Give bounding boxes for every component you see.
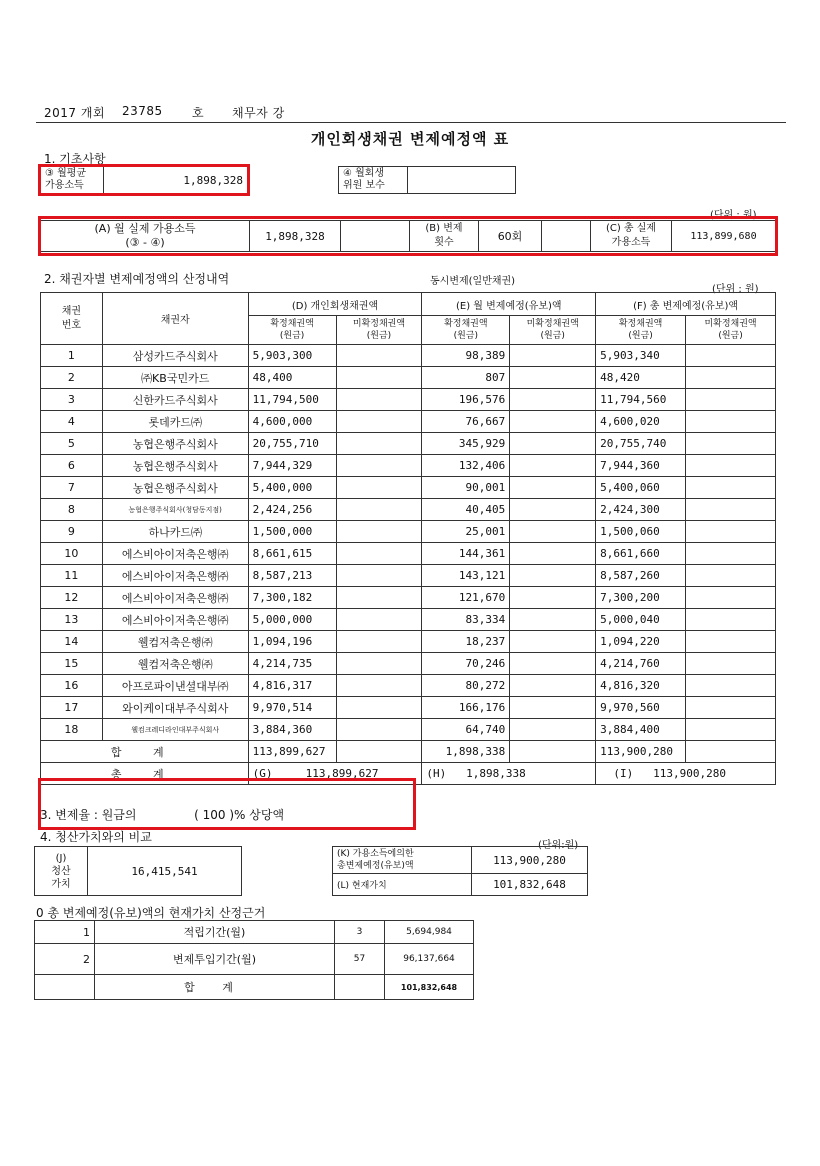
table-row (41, 609, 776, 631)
creditor-name: 롯데카드㈜ (102, 411, 248, 433)
creditor-name: 하나카드㈜ (102, 521, 248, 543)
total-payment: 4,600,020 (596, 411, 686, 433)
row-number: 18 (41, 719, 103, 741)
table-row (41, 587, 776, 609)
present-value-table (332, 846, 588, 896)
case-number: 23785 (122, 104, 163, 118)
pv-total-blank (35, 975, 95, 1000)
avg-income-value: 1,898,328 (104, 167, 248, 194)
l-label: (L) 현재가치 (333, 874, 472, 896)
table-row (41, 499, 776, 521)
row-number: 11 (41, 565, 103, 587)
col-header-e-unconfirmed: 미확정채권액 (원금) (510, 316, 596, 345)
monthly-unconfirmed (510, 719, 596, 741)
creditor-name: ㈜KB국민카드 (102, 367, 248, 389)
row-number: 13 (41, 609, 103, 631)
section4-unit: (단위:원) (538, 840, 579, 851)
total-payment: 1,094,220 (596, 631, 686, 653)
total-unconfirmed (686, 565, 776, 587)
total-unconfirmed (686, 433, 776, 455)
section1-title: 1. 기초사항 (44, 152, 106, 166)
monthly-payment: 143,121 (422, 565, 510, 587)
confirmed-claim: 5,903,300 (248, 345, 336, 367)
table-row (41, 565, 776, 587)
creditor-name: 농협은행주식회사 (102, 455, 248, 477)
unconfirmed-claim (336, 345, 422, 367)
monthly-payment: 70,246 (422, 653, 510, 675)
monthly-payment: 132,406 (422, 455, 510, 477)
total-unconfirmed (686, 499, 776, 521)
summary-a-value: 1,898,328 (250, 221, 341, 252)
table-row (41, 345, 776, 367)
unconfirmed-claim (336, 697, 422, 719)
total-unconfirmed (686, 477, 776, 499)
k-value: 113,900,280 (472, 847, 588, 874)
creditor-name: 웰컴저축은행㈜ (102, 631, 248, 653)
confirmed-claim: 4,214,735 (248, 653, 336, 675)
total-payment: 7,944,360 (596, 455, 686, 477)
pv-row-2-no: 2 (35, 944, 95, 975)
monthly-unconfirmed (510, 565, 596, 587)
total-payment: 4,214,760 (596, 653, 686, 675)
row-number: 6 (41, 455, 103, 477)
confirmed-claim: 48,400 (248, 367, 336, 389)
confirmed-claim: 1,094,196 (248, 631, 336, 653)
section5-title: 0 총 변제예정(유보)액의 현재가치 산정근거 (36, 906, 266, 920)
summary-b-value: 60회 (479, 221, 542, 252)
monthly-unconfirmed (510, 587, 596, 609)
col-header-f-unconfirmed: 미확정채권액 (원금) (686, 316, 776, 345)
subtotal-label: 합 계 (41, 741, 249, 763)
row-number: 5 (41, 433, 103, 455)
unconfirmed-claim (336, 587, 422, 609)
pv-total-value: 101,832,648 (385, 975, 474, 1000)
confirmed-claim: 8,587,213 (248, 565, 336, 587)
total-payment: 9,970,560 (596, 697, 686, 719)
confirmed-claim: 20,755,710 (248, 433, 336, 455)
total-i: (I) 113,900,280 (596, 763, 776, 785)
total-unconfirmed (686, 653, 776, 675)
row-number: 3 (41, 389, 103, 411)
monthly-unconfirmed (510, 345, 596, 367)
total-unconfirmed (686, 455, 776, 477)
total-unconfirmed (686, 543, 776, 565)
monthly-payment: 25,001 (422, 521, 510, 543)
row-number: 4 (41, 411, 103, 433)
confirmed-claim: 7,300,182 (248, 587, 336, 609)
creditor-name: 농협은행주식회사 (102, 477, 248, 499)
total-payment: 1,500,060 (596, 521, 686, 543)
monthly-payment: 80,272 (422, 675, 510, 697)
trustee-fee-value (408, 167, 516, 194)
unit-label-1: (단위 : 원) (710, 210, 757, 221)
monthly-unconfirmed (510, 389, 596, 411)
total-payment: 5,000,040 (596, 609, 686, 631)
pv-row-1-label: 적립기간(월) (95, 921, 335, 944)
pv-row-1-months: 3 (335, 921, 385, 944)
creditor-name: 신한카드주식회사 (102, 389, 248, 411)
liquidation-table (34, 846, 242, 896)
confirmed-claim: 5,400,000 (248, 477, 336, 499)
total-unconfirmed (686, 367, 776, 389)
total-g: (G) 113,899,627 (248, 763, 422, 785)
section2-title: 2. 채권자별 변제예정액의 산정내역 (44, 272, 230, 286)
pv-row-1-value: 5,694,984 (385, 921, 474, 944)
total-unconfirmed (686, 697, 776, 719)
col-header-no: 채권 번호 (41, 293, 103, 345)
total-unconfirmed (686, 675, 776, 697)
table-row (41, 521, 776, 543)
table-row (41, 433, 776, 455)
unconfirmed-claim (336, 389, 422, 411)
unconfirmed-claim (336, 477, 422, 499)
liquidation-value: 16,415,541 (88, 847, 242, 896)
monthly-unconfirmed (510, 521, 596, 543)
case-ho: 호 (192, 106, 205, 120)
unconfirmed-claim (336, 411, 422, 433)
table-row (41, 367, 776, 389)
col-header-d-unconfirmed: 미확정채권액 (원금) (336, 316, 422, 345)
header-rule (36, 122, 786, 123)
pv-basis-table (34, 920, 474, 1000)
case-year: 2017 개회 (44, 106, 106, 120)
total-unconfirmed (686, 345, 776, 367)
col-header-d: (D) 개인회생채권액 (248, 293, 422, 316)
total-payment: 3,884,400 (596, 719, 686, 741)
unconfirmed-claim (336, 543, 422, 565)
unconfirmed-claim (336, 499, 422, 521)
total-payment: 2,424,300 (596, 499, 686, 521)
row-number: 16 (41, 675, 103, 697)
monthly-payment: 90,001 (422, 477, 510, 499)
col-header-d-confirmed: 확정채권액 (원금) (248, 316, 336, 345)
table-row (41, 675, 776, 697)
creditor-table (40, 292, 776, 785)
section4-title: 4. 청산가치와의 비교 (40, 830, 152, 844)
total-unconfirmed (686, 389, 776, 411)
confirmed-claim: 4,600,000 (248, 411, 336, 433)
highlight-box-total (38, 778, 416, 830)
pv-total-blank-2 (335, 975, 385, 1000)
confirmed-claim: 3,884,360 (248, 719, 336, 741)
highlight-box-summary (38, 216, 778, 256)
monthly-payment: 18,237 (422, 631, 510, 653)
monthly-payment: 40,405 (422, 499, 510, 521)
row-number: 8 (41, 499, 103, 521)
summary-c-label: (C) 총 실제 가용소득 (591, 221, 672, 252)
monthly-payment: 76,667 (422, 411, 510, 433)
unit-label-2: (단위 : 원) (712, 284, 759, 295)
creditor-name: 에스비아이저축은행㈜ (102, 565, 248, 587)
table-row (41, 389, 776, 411)
pv-row-2-months: 57 (335, 944, 385, 975)
subtotal-f-unconfirmed (686, 741, 776, 763)
monthly-payment: 807 (422, 367, 510, 389)
l-value: 101,832,648 (472, 874, 588, 896)
total-payment: 11,794,560 (596, 389, 686, 411)
debtor-name: 채무자 강 (232, 106, 285, 120)
monthly-unconfirmed (510, 499, 596, 521)
summary-c-value: 113,899,680 (672, 221, 776, 252)
monthly-payment: 166,176 (422, 697, 510, 719)
creditor-name: 에스비아이저축은행㈜ (102, 543, 248, 565)
unconfirmed-claim (336, 521, 422, 543)
unconfirmed-claim (336, 653, 422, 675)
confirmed-claim: 9,970,514 (248, 697, 336, 719)
highlight-box-avg-income (38, 164, 250, 196)
row-number: 9 (41, 521, 103, 543)
table-row (41, 455, 776, 477)
monthly-payment: 98,389 (422, 345, 510, 367)
summary-b-label: (B) 변제 횟수 (410, 221, 479, 252)
creditor-name: 에스비아이저축은행㈜ (102, 587, 248, 609)
monthly-unconfirmed (510, 543, 596, 565)
k-label: (K) 가용소득에의한 총변제예정(유보)액 (333, 847, 472, 874)
table-row (41, 719, 776, 741)
total-payment: 8,661,660 (596, 543, 686, 565)
section3-rate: 3. 변제율 : 원금의 ( 100 )% 상당액 (40, 808, 285, 822)
creditor-name: 에스비아이저축은행㈜ (102, 609, 248, 631)
monthly-payment: 196,576 (422, 389, 510, 411)
creditor-name: 농협은행주식회사(청담동지점) (102, 499, 248, 521)
row-number: 12 (41, 587, 103, 609)
col-header-f: (F) 총 변제예정(유보)액 (596, 293, 776, 316)
row-number: 14 (41, 631, 103, 653)
unconfirmed-claim (336, 631, 422, 653)
monthly-unconfirmed (510, 675, 596, 697)
col-header-f-confirmed: 확정채권액 (원금) (596, 316, 686, 345)
col-header-creditor: 채권자 (102, 293, 248, 345)
avg-income-label: ③ 월평균 가용소득 (41, 167, 104, 194)
table-row (41, 411, 776, 433)
monthly-payment: 144,361 (422, 543, 510, 565)
confirmed-claim: 7,944,329 (248, 455, 336, 477)
subtotal-d-unconfirmed (336, 741, 422, 763)
total-payment: 5,400,060 (596, 477, 686, 499)
unconfirmed-claim (336, 367, 422, 389)
monthly-payment: 345,929 (422, 433, 510, 455)
monthly-unconfirmed (510, 631, 596, 653)
total-payment: 4,816,320 (596, 675, 686, 697)
table-row (41, 543, 776, 565)
unconfirmed-claim (336, 719, 422, 741)
total-label: 총 계 (41, 763, 249, 785)
summary-a-label: (A) 월 실제 가용소득 (③ - ④) (41, 221, 250, 252)
total-payment: 5,903,340 (596, 345, 686, 367)
total-unconfirmed (686, 411, 776, 433)
liquidation-label: (J) 청산 가치 (35, 847, 88, 896)
creditor-name: 웰컴크레디라인대부주식회사 (102, 719, 248, 741)
monthly-unconfirmed (510, 697, 596, 719)
total-payment: 48,420 (596, 367, 686, 389)
table-row (41, 653, 776, 675)
row-number: 2 (41, 367, 103, 389)
confirmed-claim: 1,500,000 (248, 521, 336, 543)
unconfirmed-claim (336, 609, 422, 631)
total-payment: 8,587,260 (596, 565, 686, 587)
total-payment: 20,755,740 (596, 433, 686, 455)
total-unconfirmed (686, 609, 776, 631)
monthly-unconfirmed (510, 653, 596, 675)
row-number: 10 (41, 543, 103, 565)
unconfirmed-claim (336, 565, 422, 587)
monthly-payment: 121,670 (422, 587, 510, 609)
monthly-unconfirmed (510, 367, 596, 389)
confirmed-claim: 2,424,256 (248, 499, 336, 521)
monthly-unconfirmed (510, 433, 596, 455)
col-header-e: (E) 월 변제예정(유보)액 (422, 293, 596, 316)
unconfirmed-claim (336, 433, 422, 455)
creditor-name: 삼성카드주식회사 (102, 345, 248, 367)
page-title: 개인회생채권 변제예정액 표 (310, 130, 510, 148)
monthly-payment: 64,740 (422, 719, 510, 741)
row-number: 15 (41, 653, 103, 675)
row-number: 1 (41, 345, 103, 367)
subtotal-f: 113,900,280 (596, 741, 686, 763)
row-number: 7 (41, 477, 103, 499)
section2-subtitle: 동시변제(일반채권) (430, 276, 516, 287)
pv-total-label: 합 계 (95, 975, 335, 1000)
pv-row-1-no: 1 (35, 921, 95, 944)
trustee-fee-table (338, 166, 516, 194)
confirmed-claim: 5,000,000 (248, 609, 336, 631)
creditor-name: 농협은행주식회사 (102, 433, 248, 455)
monthly-unconfirmed (510, 455, 596, 477)
table-row (41, 631, 776, 653)
total-unconfirmed (686, 521, 776, 543)
total-unconfirmed (686, 631, 776, 653)
row-number: 17 (41, 697, 103, 719)
confirmed-claim: 11,794,500 (248, 389, 336, 411)
monthly-payment: 83,334 (422, 609, 510, 631)
unconfirmed-claim (336, 675, 422, 697)
table-row (41, 477, 776, 499)
monthly-unconfirmed (510, 411, 596, 433)
total-unconfirmed (686, 587, 776, 609)
unconfirmed-claim (336, 455, 422, 477)
total-h: (H) 1,898,338 (422, 763, 596, 785)
col-header-e-confirmed: 확정채권액 (원금) (422, 316, 510, 345)
confirmed-claim: 4,816,317 (248, 675, 336, 697)
pv-row-2-label: 변제투입기간(월) (95, 944, 335, 975)
subtotal-d: 113,899,627 (248, 741, 336, 763)
creditor-name: 아프로파이낸셜대부㈜ (102, 675, 248, 697)
subtotal-e-unconfirmed (510, 741, 596, 763)
pv-row-2-value: 96,137,664 (385, 944, 474, 975)
subtotal-e: 1,898,338 (422, 741, 510, 763)
creditor-name: 웰컴저축은행㈜ (102, 653, 248, 675)
monthly-unconfirmed (510, 609, 596, 631)
monthly-unconfirmed (510, 477, 596, 499)
trustee-fee-label: ④ 월회생 위원 보수 (339, 167, 408, 194)
total-unconfirmed (686, 719, 776, 741)
confirmed-claim: 8,661,615 (248, 543, 336, 565)
creditor-name: 와이케이대부주식회사 (102, 697, 248, 719)
table-row (41, 697, 776, 719)
total-payment: 7,300,200 (596, 587, 686, 609)
